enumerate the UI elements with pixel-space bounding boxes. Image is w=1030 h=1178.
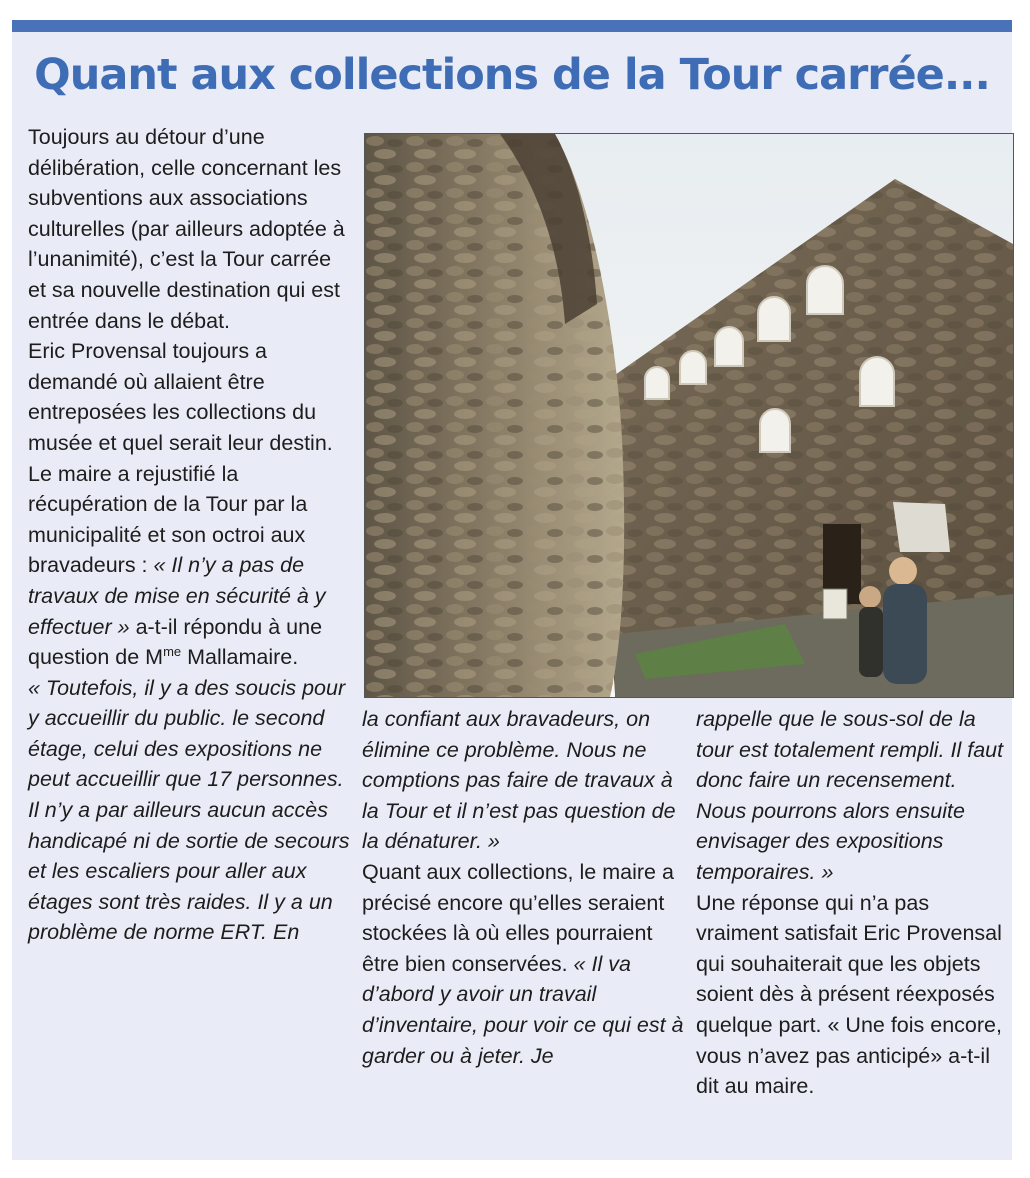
tour-carree-photo [364, 133, 1014, 698]
headline: Quant aux collections de la Tour carrée... [34, 50, 990, 100]
article [12, 20, 1012, 1160]
paragraph: Une réponse qui n’a pas vraiment satisfait Eric Provensal qui souhaiterait que les objets soient dès à présent réexposés quelque part. « Une fois encore, vous n’avez pas anticipé» a-t-il dit au maire. [696, 890, 1002, 1099]
quote: « Il n’y a pas de travaux de mise en sécurité à y effectuer » [28, 553, 326, 639]
paragraph: Le maire a rejustifié la récupération de la Tour par la municipalité et son octroi aux bravadeurs : « Il n’y a pas de travaux de mise en sécurité à y effectuer » a-t-il répondu à une question de $M^{me}$ Mallamaire. [28, 461, 326, 670]
column-1 [28, 122, 350, 948]
quote-paragraph: rappelle que le sous-sol de la tour est totalement rempli. Il faut donc faire un recensement. Nous pourrons alors ensuite envisager des expositions temporaires. » [696, 707, 1004, 884]
paragraph: Toujours au détour d’une délibération, celle concernant les subventions aux associations culturelles (par ailleurs adoptée à l’unanimité), c’est la Tour carrée et sa nouvelle destination qui est entrée dans le débat. [28, 125, 345, 333]
quote: « Il va d’abord y avoir un travail d’inventaire, pour voir ce qui est à garder ou à jeter. Je [362, 951, 684, 1068]
superscript: me [163, 643, 182, 659]
column-2 [362, 704, 684, 1071]
top-rule [12, 20, 1012, 32]
quote-paragraph: la confiant aux bravadeurs, on élimine ce problème. Nous ne comptions pas faire de travaux à la Tour et il n’est pas question de la dénaturer. » [362, 707, 676, 854]
paragraph: Quant aux collections, le maire a précisé encore qu’elles seraient stockées là où elles pourraient être bien conservées. « Il va d’abord y avoir un travail d’inventaire, pour voir ce qui est à garder ou à jeter. Je [362, 859, 684, 1068]
column-3 [696, 704, 1010, 1102]
paragraph: Eric Provensal toujours a demandé où allaient être entreposées les collections du musée et quel serait leur destin. [28, 339, 333, 455]
quote-paragraph: « Toutefois, il y a des soucis pour y accueillir du public. le second étage, celui des expositions ne peut accueillir que 17 personnes. Il n’y a par ailleurs aucun accès handicapé ni de sortie de secours et les escaliers pour aller aux étages sont très raides. Il y a un problème de norme ERT. En [28, 675, 350, 945]
